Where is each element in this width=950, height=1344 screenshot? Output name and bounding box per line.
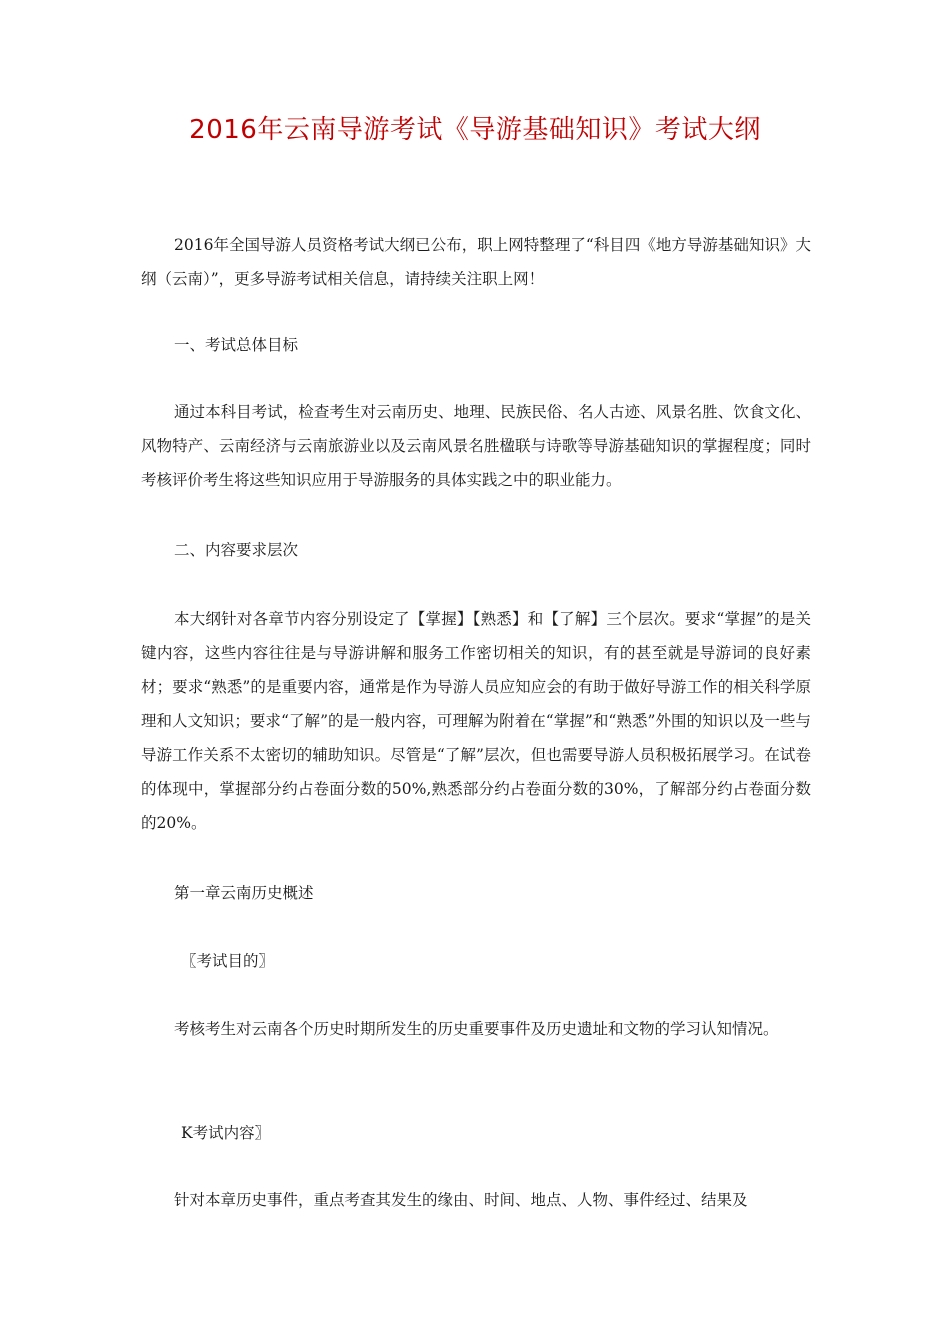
document-title: 2016年云南导游考试《导游基础知识》考试大纲	[189, 115, 761, 145]
exam-content-paragraph: 针对本章历史事件，重点考查其发生的缘由、时间、地点、人物、事件经过、结果及	[174, 1191, 748, 1209]
exam-purpose-paragraph: 考核考生对云南各个历史时期所发生的历史重要事件及历史遗址和文物的学习认知情况。	[174, 1020, 779, 1038]
intro-paragraph: 2016年全国导游人员资格考试大纲已公布，职上网特整理了“科目四《地方导游基础知识》大纲（云南）”，更多导游考试相关信息，请持续关注职上网！	[141, 236, 811, 288]
chapter-heading: 第一章云南历史概述	[174, 884, 314, 902]
section-heading-content-levels: 二、内容要求层次	[174, 541, 299, 559]
section-heading-exam-goal: 一、考试总体目标	[174, 336, 299, 354]
content-levels-paragraph: 本大纲针对各章节内容分别设定了【掌握】【熟悉】和【了解】三个层次。要求“掌握”的是关键内容，这些内容往往是与导游讲解和服务工作密切相关的知识，有的甚至就是导游词的良好素材；要求“熟悉”的是重要内容，通常是作为导游人员应知应会的有助于做好导游工作的相关科学原理和人文知识；要求“了解”的是一般内容，可理解为附着在“掌握”和“熟悉”外围的知识以及一些与导游工作关系不太密切的辅助知识。尽管是“了解”层次，但也需要导游人员积极拓展学习。在试卷的体现中，掌握部分约占卷面分数的50%,熟悉部分约占卷面分数的30%，了解部分约占卷面分数的20%。	[141, 610, 811, 832]
exam-goal-paragraph: 通过本科目考试，检查考生对云南历史、地理、民族民俗、名人古迹、风景名胜、饮食文化、风物特产、云南经济与云南旅游业以及云南风景名胜楹联与诗歌等导游基础知识的掌握程度；同时考核评价考生将这些知识应用于导游服务的具体实践之中的职业能力。	[141, 403, 811, 489]
exam-content-label: K考试内容〗	[181, 1124, 271, 1142]
exam-purpose-label: 〖考试目的〗	[181, 952, 275, 970]
